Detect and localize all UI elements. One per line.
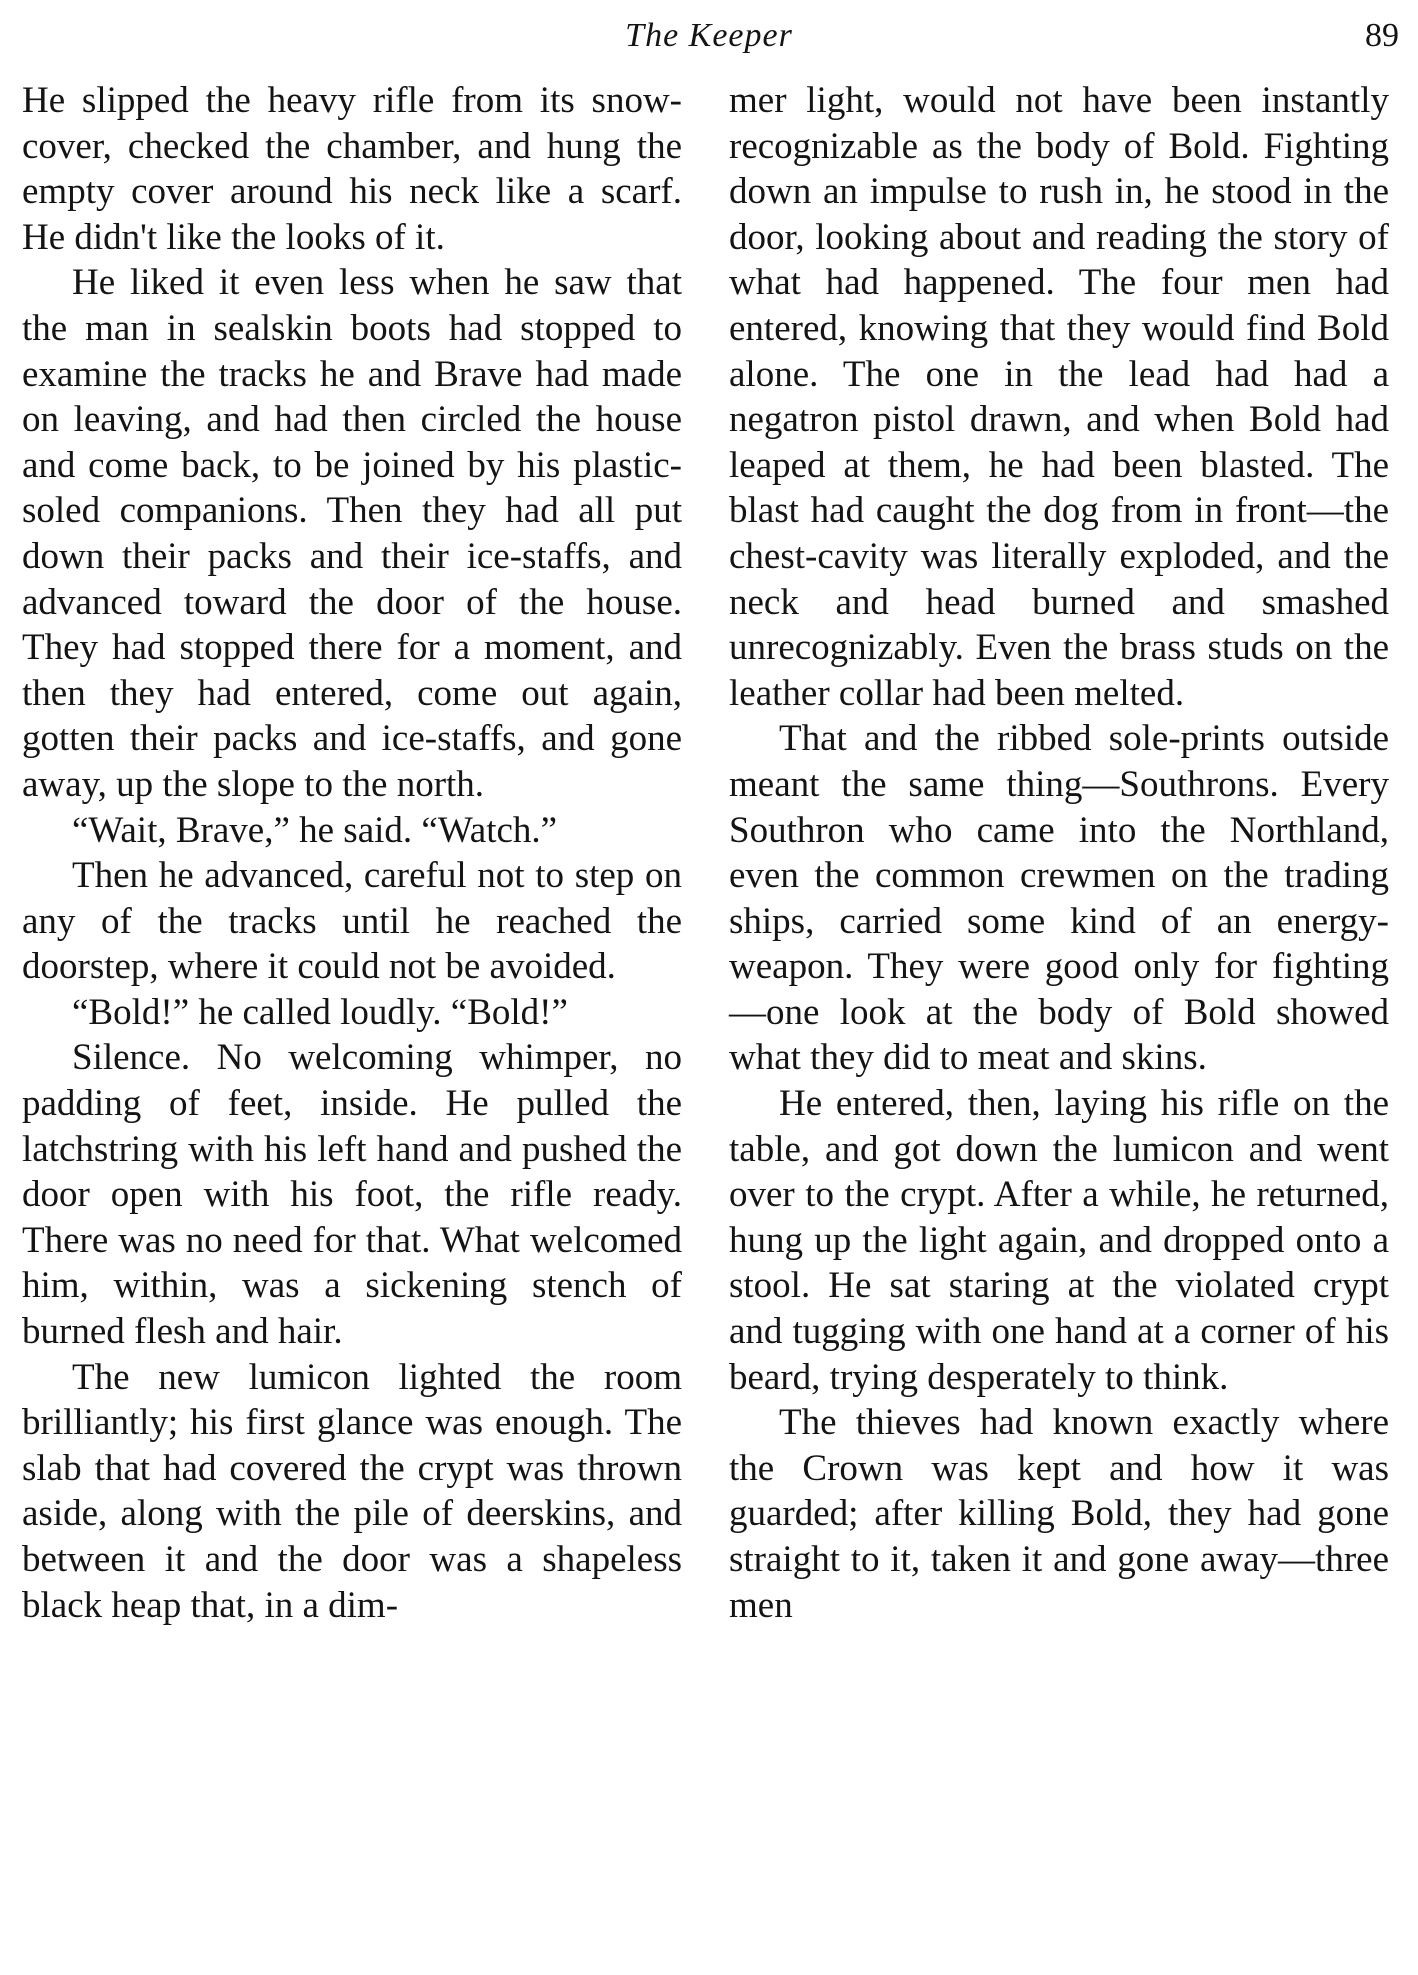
paragraph: The new lumicon lighted the room brilliantly; his first glance was enough. The slab that had covered the crypt was thrown aside, along with the pile of deerskins, and between it and the door was a shapeless black heap that, in a dim- — [22, 1356, 682, 1626]
running-title: The Keeper — [625, 17, 793, 54]
paragraph: He entered, then, laying his rifle on the table, and got down the lumicon and went over to the crypt. After a while, he returned, hung up the light again, and dropped onto a stool. He sat staring at the violated crypt and tugging with one hand at a corner of his beard, trying desperately to think. — [729, 1083, 1389, 1398]
paragraph: That and the ribbed sole-prints outside meant the same thing—Southrons. Every Southron who came into the Northland, even the common crewmen on the trading ships, carried some kind of an energy-weapon. They were good only for fighting—one look at the body of Bold showed what they did to meat and skins. — [729, 718, 1389, 1079]
running-head — [0, 14, 1418, 64]
paragraph: Then he advanced, careful not to step on any of the tracks until he reached the doorstep, where it could not be avoided. — [22, 855, 682, 988]
paragraph: mer light, would not have been instantly recognizable as the body of Bold. Fighting down an impulse to rush in, he stood in the door, looking about and reading the story of what had happened. The four men had entered, knowing that they would find Bold alone. The one in the lead had had a negatron pistol drawn, and when Bold had leaped at them, he had been blasted. The blast had caught the dog from in front—the chest-cavity was literally exploded, and the neck and head burned and smashed unrecognizably. Even the brass studs on the leather collar had been melted. — [729, 80, 1389, 714]
paragraph: “Wait, Brave,” he said. “Watch.” — [72, 809, 558, 851]
left-text-column — [22, 78, 682, 1628]
paragraph: The thieves had known exactly where the Crown was kept and how it was guarded; after killing Bold, they had gone straight to it, taken it and gone away—three men — [729, 1402, 1389, 1626]
paragraph: He liked it even less when he saw that the man in sealskin boots had stopped to examine the tracks he and Brave had made on leaving, and had then circled the house and come back, to be joined by his plastic-soled companions. Then they had all put down their packs and their ice-staffs, and advanced toward the door of the house. They had stopped there for a moment, and then they had entered, come out again, gotten their packs and ice-staffs, and gone away, up the slope to the north. — [22, 262, 682, 805]
page-number: 89 — [1365, 17, 1399, 54]
paragraph: He slipped the heavy rifle from its snow-cover, checked the chamber, and hung the empty cover around his neck like a scarf. He didn't like the looks of it. — [22, 80, 682, 258]
paragraph: Silence. No welcoming whimper, no padding of feet, inside. He pulled the latchstring with his left hand and pushed the door open with his foot, the rifle ready. There was no need for that. What welcomed him, within, was a sickening stench of burned flesh and hair. — [22, 1037, 682, 1353]
right-text-column — [729, 78, 1389, 1628]
paragraph: “Bold!” he called loudly. “Bold!” — [72, 991, 568, 1033]
